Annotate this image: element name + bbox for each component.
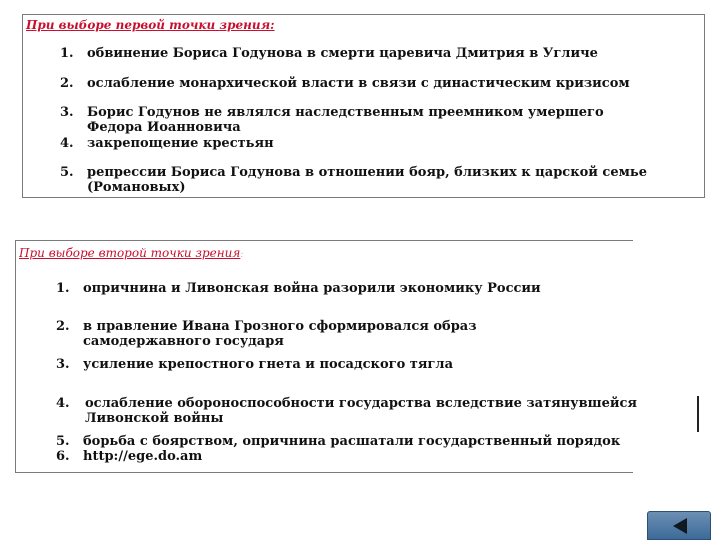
list-item-number: 4. — [56, 396, 70, 411]
list-item-text: ослабление монархической власти в связи с династическим кризисом — [87, 76, 630, 91]
list-item-number: 3. — [56, 357, 70, 372]
viewpoint-one-heading: При выборе первой точки зрения: — [26, 18, 275, 32]
list-item-number: 2. — [56, 319, 70, 334]
list-item-text: обвинение Бориса Годунова в смерти царевича Дмитрия в Угличе — [87, 46, 598, 61]
list-item-number: 4. — [60, 136, 74, 151]
list-item-number: 3. — [60, 105, 74, 120]
list-item-number: 1. — [56, 281, 70, 296]
list-item-text: усиление крепостного гнета и посадского тягла — [83, 357, 453, 372]
list-item-number: 5. — [56, 434, 70, 449]
back-button[interactable] — [647, 511, 711, 540]
list-item-text: репрессии Бориса Годунова в отношении бояр, близких к царской семье (Романовых) — [87, 165, 648, 195]
text-cursor-mark — [697, 396, 699, 432]
list-item-text: борьба с боярством, опричнина расшатали государственный порядок — [83, 434, 621, 449]
source-link[interactable]: http://ege.do.am — [83, 449, 203, 464]
viewpoint-two-heading: При выборе второй точки зрения: — [19, 246, 244, 260]
list-item-text: в правление Ивана Грозного сформировался образ самодержавного государя — [83, 319, 477, 349]
list-item-number: 1. — [60, 46, 74, 61]
list-item-text: опричнина и Ливонская война разорили экономику России — [83, 281, 541, 296]
list-item-number: 5. — [60, 165, 74, 180]
list-item-number: 2. — [60, 76, 74, 91]
list-item-number: 6. — [56, 449, 70, 464]
list-item-text: Борис Годунов не являлся наследственным преемником умершего Федора Иоанновича — [87, 105, 604, 135]
list-item-text: ослабление обороноспособности государства вследствие затянувшейся Ливонской войны — [85, 396, 638, 426]
back-arrow-icon — [671, 517, 689, 535]
list-item-text: закрепощение крестьян — [87, 136, 274, 151]
